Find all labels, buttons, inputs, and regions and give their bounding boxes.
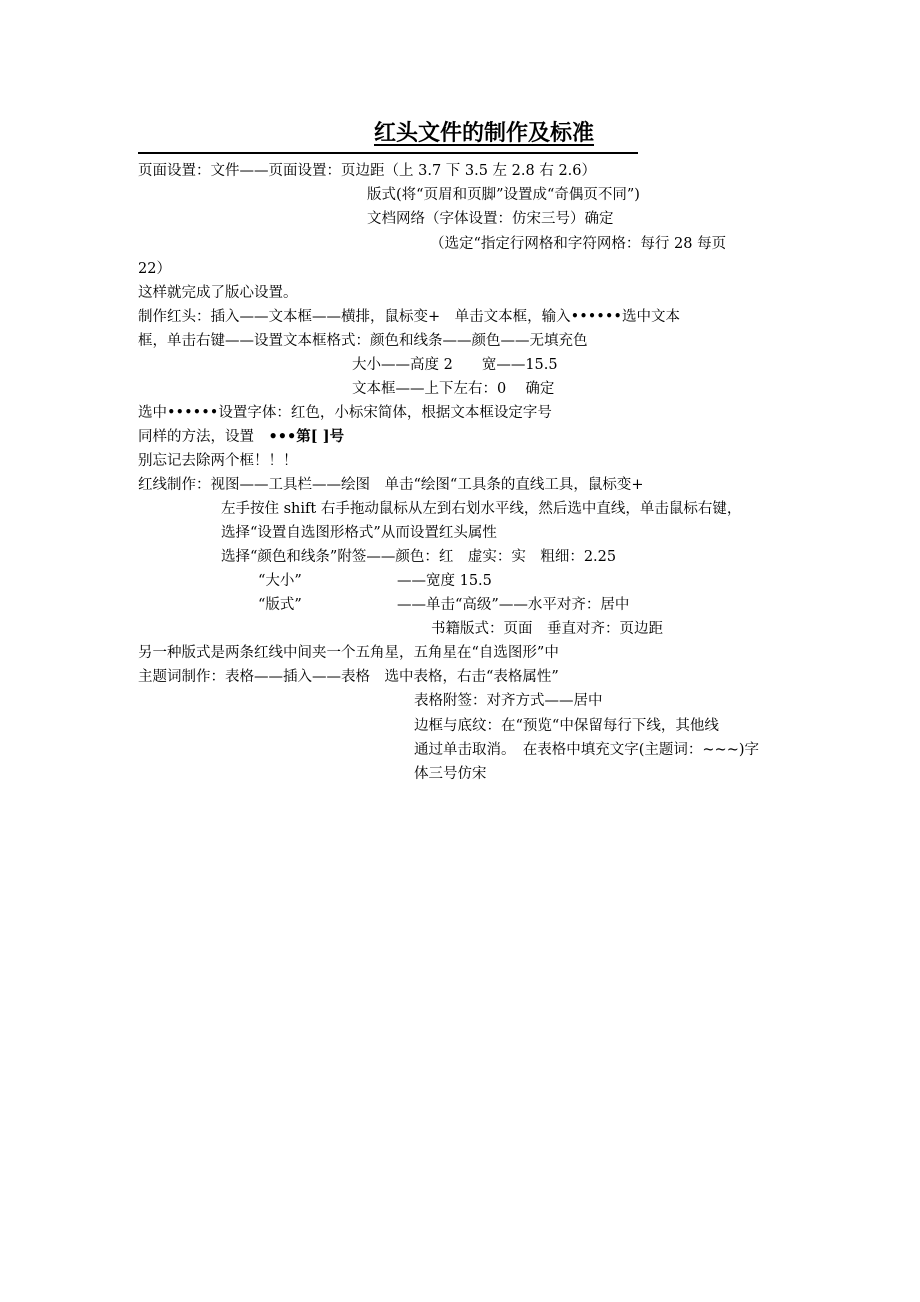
fill-text-line: 通过单击取消。 在表格中填充文字(主题词：~~~)字: [414, 742, 760, 758]
layout-line: 版式(将“页眉和页脚”设置成“奇偶页不同”): [367, 187, 640, 203]
title-rule: [138, 118, 638, 154]
red-line-making-line: 红线制作：视图——工具栏——绘图 单击“绘图“工具条的直线工具，鼠标变+: [138, 477, 644, 493]
grid-select-line: （选定“指定行网格和字符网格：每行 28 每页: [430, 236, 727, 252]
doc-number-text: •••第[ ]号: [268, 428, 345, 445]
subject-word-line: 主题词制作：表格——插入——表格 选中表格，右击“表格属性”: [138, 669, 559, 685]
layout-tab-value: ——单击“高级”——水平对齐：居中: [397, 597, 630, 613]
font-line: 体三号仿宋: [414, 766, 487, 782]
same-method-line: [138, 427, 344, 447]
color-lines-line: 选择“颜色和线条”附签——颜色：红 虚实：实 粗细：2.25: [221, 549, 617, 565]
draw-line-line: 左手按住 shift 右手拖动鼠标从左到右划水平线，然后选中直线，单击鼠标右键，: [221, 501, 742, 517]
autoshape-format-line: 选择“设置自选图形格式”从而设置红头属性: [221, 525, 497, 541]
font-setting-line: 选中••••••设置字体：红色，小标宋简体，根据文本框设定字号: [138, 405, 552, 421]
size-tab-label: “大小”: [258, 573, 302, 589]
book-layout-line: 书籍版式：页面 垂直对齐：页边距: [431, 621, 663, 637]
star-layout-line: 另一种版式是两条红线中间夹一个五角星，五角星在“自选图形”中: [138, 645, 559, 661]
table-tab-line: 表格附签：对齐方式——居中: [414, 693, 603, 709]
red-header-line-cont: 框，单击右键——设置文本框格式：颜色和线条——颜色——无填充色: [138, 333, 588, 349]
page-setup-line: 页面设置：文件——页面设置：页边距（上 3.7 下 3.5 左 2.8 右 2.6）: [138, 163, 597, 179]
textbox-margin-line: 文本框——上下左右：0 确定: [352, 381, 555, 397]
red-header-line: 制作红头：插入——文本框——横排，鼠标变+ 单击文本框，输入••••••选中文本: [138, 309, 680, 325]
setup-complete-line: 这样就完成了版心设置。: [138, 285, 298, 301]
doc-grid-line: 文档网络（字体设置：仿宋三号）确定: [367, 211, 614, 227]
size-tab-value: ——宽度 15.5: [397, 573, 492, 589]
same-method-text: 同样的方法，设置: [138, 429, 269, 445]
remove-boxes-line: 别忘记去除两个框！！！: [138, 453, 298, 469]
grid-select-line-cont: 22）: [138, 261, 171, 277]
layout-tab-label: “版式”: [258, 597, 302, 613]
size-line: 大小——高度 2 宽——15.5: [352, 357, 558, 373]
border-shading-line: 边框与底纹：在“预览“中保留每行下线，其他线: [414, 718, 719, 734]
document-title: 红头文件的制作及标准: [374, 120, 595, 146]
